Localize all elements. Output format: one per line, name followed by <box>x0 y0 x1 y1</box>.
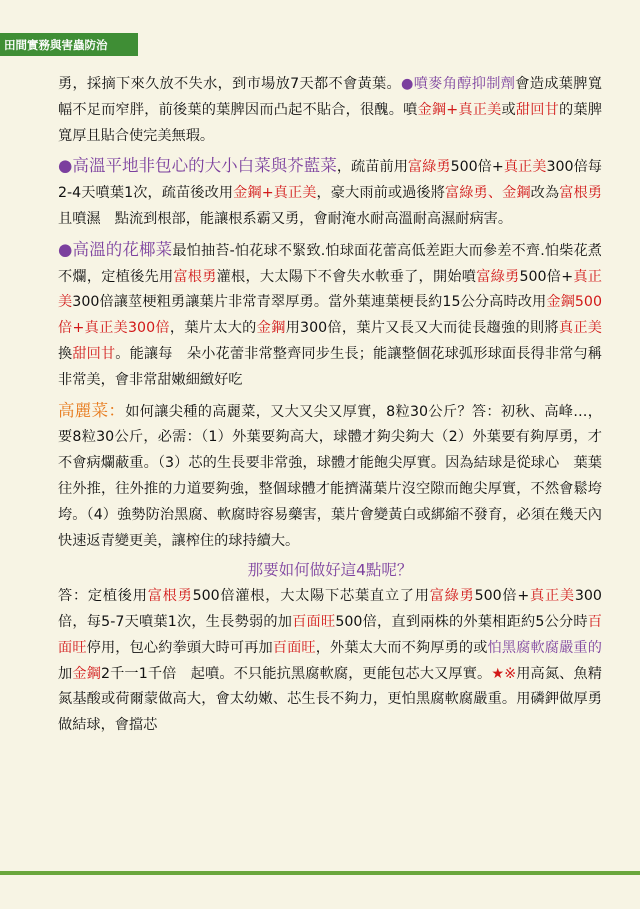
p5-segment: 用高氮、魚精氮基酸或荷爾蒙做高大，會太幼嫩、芯生長不夠力，更怕黑腐軟腐嚴重。用磷鉀做厚勇做結球，會擋芯 <box>58 665 602 734</box>
p5-segment: 500倍，直到兩株的外葉相距約5公分時 <box>335 613 588 630</box>
p0-segment: 金鋼+真正美 <box>417 101 502 118</box>
p2-segment: 用300倍，葉片又長又大而徒長趨強的則將 <box>285 320 559 337</box>
p5-segment: 怕黑腐軟腐嚴重的 <box>487 639 602 656</box>
paragraph-p1 <box>58 153 602 232</box>
paragraph-p2 <box>58 237 602 394</box>
paragraph-p3 <box>58 398 602 555</box>
p1-segment: ，豪大雨前或過後將 <box>316 185 445 202</box>
p0-segment: 的葉脾寬厚且貼合使完美無瑕。 <box>58 101 602 144</box>
p1-segment: 金鋼+真正美 <box>233 185 317 202</box>
section-heading: 那要如何做好這4點呢？ <box>247 561 413 580</box>
p0-segment: 勇，採摘下來久放不失水，到市場放7天都不會黃葉。 <box>58 76 402 92</box>
header-tag-text: 田間實務與害蟲防治 <box>4 38 108 52</box>
p5-segment: 金鋼 <box>72 665 101 682</box>
p3-segment: 如何讓尖種的高麗菜，又大又尖又厚實，8粒30公斤？答：初秋、高峰…，要8粒30公斤，必需：（1）外葉要夠高大，球體才夠尖夠大（2）外葉要有夠厚勇，才不會病爛蔽重。（3）芯的生長要非常強，球體才能飽尖厚實。因為結球是從球心 葉葉往外推，往外推的力道要夠強，整個球體才能擠滿葉片沒空隙而飽尖厚實，不然會鬆垮垮。（4）強勢防治黑腐、軟腐時容易藥害，葉片會變黃白或綁縮不發育，必須在幾天內快速返青變更美，讓榨住的球持續大。 <box>58 403 602 549</box>
footer-divider <box>0 871 640 875</box>
article-body <box>58 72 602 739</box>
paragraph-p0 <box>58 72 602 149</box>
p2-segment: ●高溫的花椰菜 <box>58 239 173 259</box>
p2-segment: 。能讓每 朵小花蕾非常整齊同步生長；能讓整個花球弧形球面長得非常勻稱非常美，會非常甜嫩細緻好吃 <box>58 345 602 388</box>
p0-segment: 甜回甘 <box>515 101 560 118</box>
p1-segment: 真正美 <box>503 159 547 176</box>
p2-segment: 富綠勇 <box>476 268 520 285</box>
p2-segment: ，葉片太大的 <box>169 320 257 337</box>
p2-segment: 換 <box>58 345 73 362</box>
p2-segment: 金鋼500倍+真正美300倍 <box>58 294 602 337</box>
p5-segment: ，外葉太大而不夠厚勇的或 <box>315 639 488 656</box>
p1-segment: 富綠勇、金鋼 <box>445 185 531 202</box>
p2-segment: 300倍讓莖梗粗勇讓葉片非常青翠厚勇。當外葉連葉梗長約15公分高時改用 <box>72 294 547 311</box>
p0-segment: ●噴麥角醇抑制劑 <box>401 76 516 92</box>
p0-segment: 或 <box>501 101 516 118</box>
p5-segment: 百面旺 <box>58 613 602 656</box>
p5-segment: 停用，包心約拳頭大時可再加 <box>86 639 273 656</box>
p1-segment: ，疏苗前用 <box>336 159 408 176</box>
p2-segment: 最怕抽苔-怕花球不緊致.怕球面花蕾高低差距大而參差不齊.怕柴花煮不爛，定植後先用 <box>58 242 602 285</box>
p5-segment: 百面旺 <box>292 613 336 630</box>
p2-segment: 灌根，大太陽下不會失水軟垂了，開始噴 <box>216 268 477 285</box>
p1-segment: 300倍每2-4天噴葉1次，疏苗後改用 <box>58 159 602 202</box>
p5-segment: ★※ <box>491 665 517 682</box>
p5-segment: 富根勇 <box>147 588 193 605</box>
p2-segment: 真正美 <box>558 320 602 337</box>
p5-segment: 加 <box>58 665 73 682</box>
p5-segment: 答：定植後用 <box>58 588 148 605</box>
p1-segment: 改為 <box>530 185 560 202</box>
p5-segment: 2千一1千倍 起噴。不只能抗黑腐軟腐，更能包芯大又厚實。 <box>100 665 492 682</box>
p2-segment: 金鋼 <box>256 320 286 337</box>
p5-segment: 真正美 <box>529 588 575 605</box>
p3-segment: 高麗菜： <box>58 400 126 420</box>
p2-segment: 真正美 <box>58 268 602 311</box>
p5-segment: 富綠勇 <box>429 588 475 605</box>
header-tag <box>0 33 138 56</box>
p1-segment: 富綠勇 <box>407 159 451 176</box>
p5-segment: 500倍灌根，大太陽下芯葉直立了用 <box>192 588 430 605</box>
p5-segment: 300倍，每5-7天噴葉1次，生長勢弱的加 <box>58 588 602 630</box>
p1-segment: 500倍+ <box>450 159 504 176</box>
p1-segment: 富根勇 <box>559 185 602 202</box>
p2-segment: 富根勇 <box>173 268 217 285</box>
p5-segment: 百面旺 <box>272 639 316 656</box>
p2-segment: 甜回甘 <box>72 345 116 362</box>
p1-segment: 且噴濕 點流到根部，能讓根系霸又勇，會耐淹水耐高溫耐高濕耐病害。 <box>58 210 513 227</box>
p1-segment: ●高溫平地非包心的大小白菜與芥藍菜 <box>58 156 337 176</box>
p0-segment: 會造成葉脾寬幅不足而窄胖，前後葉的葉脾因而凸起不貼合，很醜。噴 <box>58 76 602 118</box>
paragraph-p5 <box>58 584 602 739</box>
p2-segment: 500倍+ <box>519 268 574 285</box>
p5-segment: 500倍+ <box>474 588 530 605</box>
